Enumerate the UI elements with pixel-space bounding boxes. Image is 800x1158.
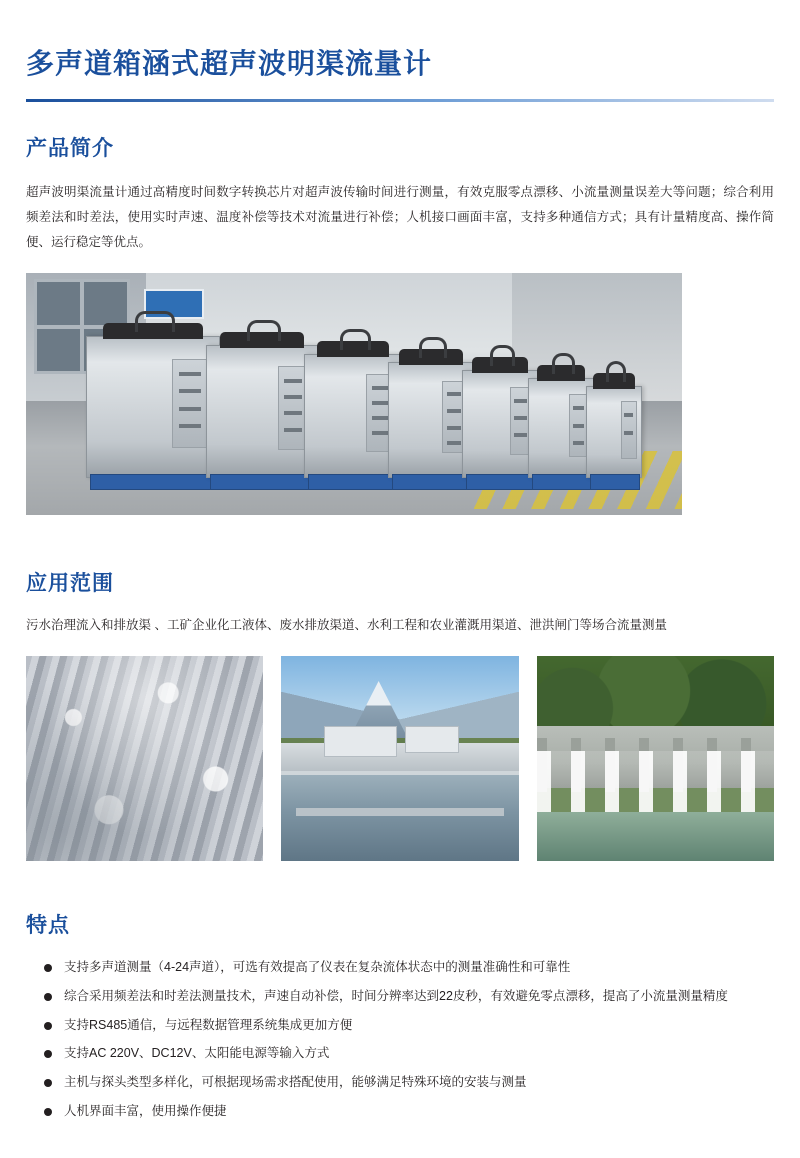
photo-cabinet-handle — [340, 329, 371, 350]
photo-cabinet-handle — [490, 345, 515, 366]
photo-cabinet — [86, 336, 220, 478]
photo-cabinet — [586, 386, 642, 478]
photo-channel-water — [281, 771, 518, 861]
photo-cabinet — [462, 370, 538, 478]
photo-cabinet-handle — [552, 353, 575, 374]
photo-pallet — [210, 474, 316, 490]
photo-cabinet-handle — [135, 311, 175, 332]
photo-downstream-water — [537, 812, 774, 861]
feature-text: 支持RS485通信，与远程数据管理系统集成更加方便 — [64, 1017, 353, 1032]
photo-pallet — [392, 474, 472, 490]
photo-cabinet — [206, 345, 318, 478]
applications-paragraph: 污水治理流入和排放渠 、工矿企业化工液体、废水排放渠道、水利工程和农业灌溉用渠道、泄洪闸门等场合流量测量 — [26, 617, 667, 632]
section-heading-features: 特点 — [26, 914, 70, 938]
photo-cabinet-handle — [606, 361, 626, 382]
bullet-icon — [44, 1108, 52, 1116]
photo-building — [324, 726, 397, 757]
intro-paragraph: 超声波明渠流量计通过高精度时间数字转换芯片对超声波传输时间进行测量，有效克服零点漂移、小流量测量误差大等问题；综合利用频差法和时差法，使用实时声速、温度补偿等技术对流量进行补偿；人机接口画面丰富，支持多种通信方式；具有计量精度高、操作简便、运行稳定等优点。 — [26, 184, 774, 249]
photo-cabinet-row — [86, 325, 682, 500]
features-list — [26, 957, 774, 1123]
treatment-plant-photo — [281, 656, 518, 861]
bullet-icon — [44, 964, 52, 972]
list-item — [26, 957, 774, 979]
document-page — [0, 19, 800, 1158]
photo-channel-rail — [281, 771, 518, 775]
photo-pallet — [90, 474, 218, 490]
list-item — [26, 1072, 774, 1094]
bullet-icon — [44, 1050, 52, 1058]
feature-text: 支持多声道测量（4-24声道），可选有效提高了仪表在复杂流体状态中的测量准确性和可靠性 — [64, 959, 571, 974]
bullet-icon — [44, 1079, 52, 1087]
photo-spillway-flow — [537, 751, 774, 821]
feature-text: 人机界面丰富，使用操作便捷 — [64, 1104, 227, 1119]
list-item — [26, 1101, 774, 1123]
photo-pallet — [466, 474, 536, 490]
list-item — [26, 986, 774, 1008]
feature-text: 主机与探头类型多样化，可根据现场需求搭配使用，能够满足特殊环境的安装与测量 — [64, 1075, 527, 1090]
photo-pallet — [590, 474, 640, 490]
applications-photo-row — [26, 656, 774, 861]
photo-walkway — [296, 808, 505, 816]
page-title: 多声道箱涵式超声波明渠流量计 — [26, 47, 433, 79]
photo-building — [405, 726, 459, 753]
dam-spillway-photo — [537, 656, 774, 861]
photo-cabinet — [528, 378, 594, 478]
bullet-icon — [44, 993, 52, 1001]
feature-text: 综合采用频差法和时差法测量技术，声速自动补偿，时间分辨率达到22皮秒，有效避免零点漂移，提高了小流量测量精度 — [64, 988, 728, 1003]
photo-cabinet-panel — [172, 359, 208, 448]
photo-pallet — [308, 474, 400, 490]
photo-cabinet-handle — [247, 320, 282, 341]
feature-text: 支持AC 220V、DC12V、太阳能电源等输入方式 — [64, 1046, 330, 1061]
section-heading-applications: 应用范围 — [26, 571, 114, 595]
photo-cabinet-handle — [419, 337, 447, 358]
photo-cabinet-panel — [621, 401, 637, 459]
list-item — [26, 1015, 774, 1037]
foamy-wastewater-photo — [26, 656, 263, 861]
photo-pallet — [532, 474, 592, 490]
product-line-photo — [26, 273, 682, 515]
title-divider — [26, 99, 774, 102]
list-item — [26, 1043, 774, 1065]
bullet-icon — [44, 1022, 52, 1030]
section-heading-intro: 产品简介 — [26, 137, 114, 161]
